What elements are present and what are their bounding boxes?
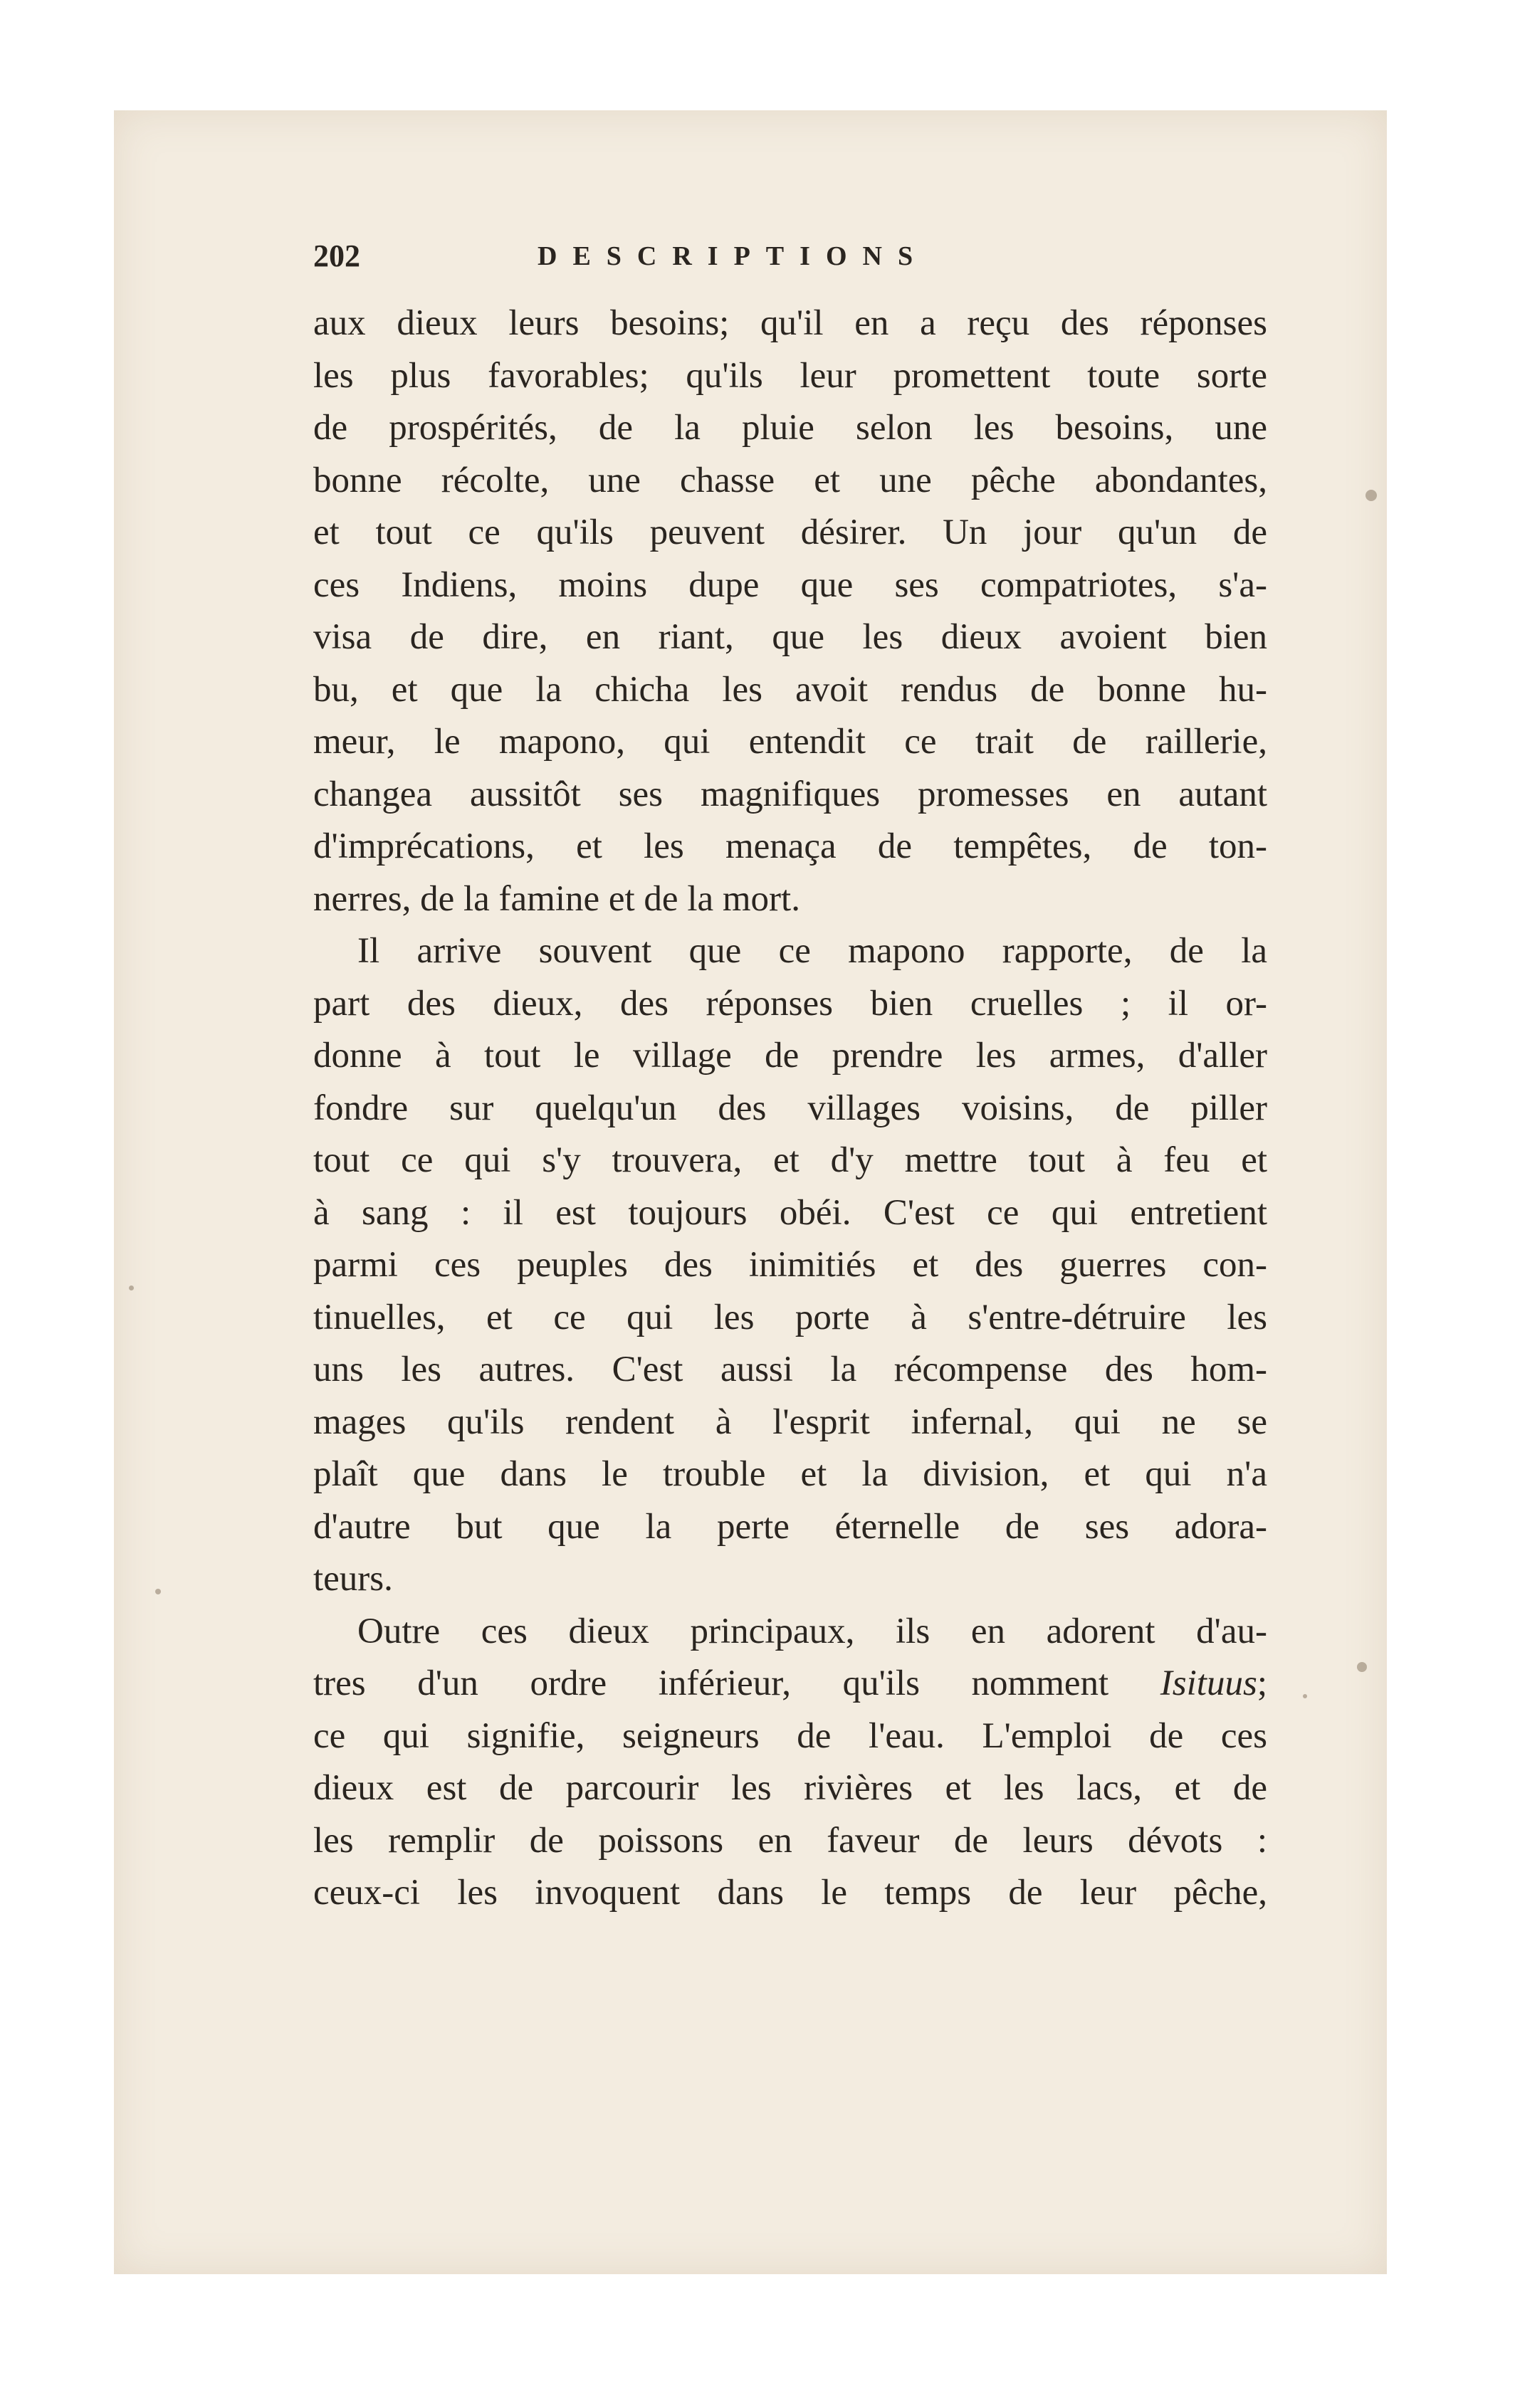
text-line: aux dieux leurs besoins; qu'il en a reçu des réponses (313, 303, 1267, 343)
text-line: de prospérités, de la pluie selon les besoins, une (313, 408, 1267, 448)
text-line: ces Indiens, moins dupe que ses compatriotes, s'a- (313, 564, 1267, 605)
line-text: tres d'un ordre inférieur, qu'ils nomment (313, 1663, 1160, 1703)
text-line: ce qui signifie, seigneurs de l'eau. L'emploi de ces (313, 1715, 1267, 1756)
paper-speck (1303, 1694, 1307, 1698)
text-line: bonne récolte, une chasse et une pêche abondantes, (313, 460, 1267, 500)
paragraph-end-line: nerres, de la famine et de la mort. (313, 878, 800, 919)
page-header (313, 235, 1082, 278)
text-line: part des dieux, des réponses bien cruelles ; il or- (313, 983, 1267, 1024)
paragraph-start-line: Outre ces dieux principaux, ils en adorent d'au- (357, 1611, 1267, 1651)
text-line: dieux est de parcourir les rivières et les lacs, et de (313, 1768, 1267, 1808)
line-punctuation: ; (1257, 1663, 1267, 1703)
text-line: meur, le mapono, qui entendit ce trait de raillerie, (313, 722, 1267, 762)
text-line: d'imprécations, et les menaça de tempêtes, de ton- (313, 826, 1267, 866)
body-text (313, 298, 1267, 1920)
text-line: changea aussitôt ses magnifiques promesses en autant (313, 774, 1267, 814)
text-line: plaît que dans le trouble et la division, et qui n'a (313, 1454, 1267, 1494)
text-line: donne à tout le village de prendre les armes, d'aller (313, 1036, 1267, 1076)
text-line: et tout ce qu'ils peuvent désirer. Un jour qu'un de (313, 512, 1267, 552)
running-title: DESCRIPTIONS (538, 241, 929, 271)
paragraph-start-line: Il arrive souvent que ce mapono rapporte, de la (357, 931, 1267, 971)
paper-speck (1365, 490, 1377, 501)
text-line: tinuelles, et ce qui les porte à s'entre-détruire les (313, 1297, 1267, 1337)
italic-term: Isituus (1160, 1663, 1257, 1703)
paper-speck (155, 1589, 161, 1594)
paper-speck (129, 1286, 134, 1290)
text-line: visa de dire, en riant, que les dieux avoient bien (313, 617, 1267, 657)
paper-speck (1357, 1662, 1367, 1672)
text-line: fondre sur quelqu'un des villages voisins, de piller (313, 1088, 1267, 1128)
paragraph-end-line: teurs. (313, 1559, 393, 1599)
text-line: à sang : il est toujours obéi. C'est ce qui entretient (313, 1192, 1267, 1233)
text-line: d'autre but que la perte éternelle de ses adora- (313, 1506, 1267, 1547)
text-line: mages qu'ils rendent à l'esprit infernal, qui ne se (313, 1402, 1267, 1442)
text-line: bu, et que la chicha les avoit rendus de bonne hu- (313, 669, 1267, 710)
page-number: 202 (313, 238, 360, 273)
text-line: tout ce qui s'y trouvera, et d'y mettre tout à feu et (313, 1140, 1267, 1180)
text-line: les remplir de poissons en faveur de leurs dévots : (313, 1820, 1267, 1861)
text-line-with-italic (313, 1658, 1267, 1710)
text-line: les plus favorables; qu'ils leur promettent toute sorte (313, 355, 1267, 396)
text-line: parmi ces peuples des inimitiés et des guerres con- (313, 1245, 1267, 1285)
text-line: ceux-ci les invoquent dans le temps de leur pêche, (313, 1873, 1267, 1913)
text-line: uns les autres. C'est aussi la récompense des hom- (313, 1350, 1267, 1389)
